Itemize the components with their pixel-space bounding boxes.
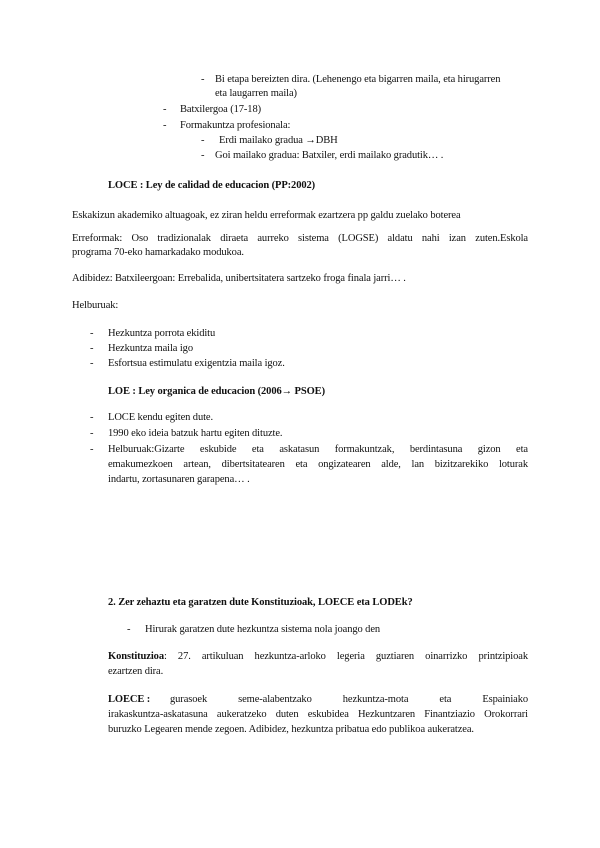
loe-item: 1990 eko ideia batzuk hartu egiten dituzte. [108,428,283,439]
loece-line2: irakaskuntza-askatasuna aukeratzeko duten eskubidea Hezkuntzaren Finantziazio Orokorrari [108,709,528,720]
list-item-formakuntza: Formakuntza profesionala: [180,120,291,131]
bullet-dash: - [163,120,167,131]
loce-paragraph-2-line2: programa 70-eko hamarkadako modukoa. [72,247,244,258]
loce-paragraph-3: Adibidez: Batxileergoan: Errebalida, unibertsitatera sartzeko froga finala jarri… . [72,273,406,284]
loce-paragraph-1: Eskakizun akademiko altuagoak, ez ziran heldu erreformak ezartzera pp galdu zuelako boterea [72,210,461,221]
list-item-etapa-line2: eta laugarren maila) [215,88,297,99]
helburuak-item: Hezkuntza porrota ekiditu [108,328,216,339]
bullet-dash: - [90,428,94,439]
bullet-dash: - [90,444,94,455]
bullet-dash: - [201,135,205,146]
konstituzioa-label: Konstituzioa [108,651,164,662]
loece-line3: buruzko Legearen mende zegoen. Adibidez, hezkuntza pribatua edo publikoa aukeratzea. [108,724,474,735]
bullet-dash: - [201,74,205,85]
konstituzioa-line2: ezartzen dira. [108,666,164,677]
loe-item-helburuak-line1: Helburuak:Gizarte eskubide eta askatasun formakuntzak, berdintasuna gizon eta [108,444,528,455]
loce-heading: LOCE : Ley de calidad de educacion (PP:2002) [108,180,316,191]
loe-item: LOCE kendu egiten dute. [108,412,214,423]
bullet-dash: - [163,104,167,115]
loece-label: LOECE : [108,694,151,705]
bullet-dash: - [90,412,94,423]
loece-line1: gurasoek seme-alabentzako hezkuntza-mota eta Espainiako [170,694,528,705]
list-item-batxilergoa: Batxilergoa (17-18) [180,104,262,115]
helburuak-item: Esfortsua estimulatu exigentzia maila igoz. [108,358,285,369]
konstituzioa-line1 [108,649,528,664]
question-2-item: Hirurak garatzen dute hezkuntza sistema nola joango den [145,624,381,635]
konstituzioa-text: : 27. artikuluan hezkuntza-arloko legeria guztiaren oinarrizko printzipioak [163,651,528,662]
bullet-dash: - [201,150,205,161]
list-item-etapa-line1: Bi etapa bereizten dira. (Lehenengo eta bigarren maila, eta hirugarren [215,74,501,85]
bullet-dash: - [90,328,94,339]
loce-paragraph-2-line1: Erreformak: Oso tradizionalak diraeta aurreko sistema (LOGSE) aldatu nahi izan zuten.Eskola [72,233,528,244]
bullet-dash: - [90,343,94,354]
list-item-goi-mailako: Goi mailako gradua: Batxiler, erdi mailako gradutik… . [215,150,444,161]
helburuak-item: Hezkuntza maila igo [108,343,193,354]
bullet-dash: - [90,358,94,369]
helburuak-label: Helburuak: [72,300,119,311]
list-item-erdi-mailako: Erdi mailako gradua →DBH [219,135,338,146]
bullet-dash: - [127,624,131,635]
loe-item-helburuak-line3: indartu, zortasunaren garapena… . [108,474,250,485]
loe-heading: LOE : Ley organica de educacion (2006→ PSOE) [108,386,325,397]
loe-item-helburuak-line2: emakumezkoen artean, dibertsitatearen eta ongizatearen alde, lan bizitzarekiko loturak [108,459,528,470]
question-2-heading: 2. Zer zehaztu eta garatzen dute Konstituzioak, LOECE eta LODEk? [108,597,413,608]
